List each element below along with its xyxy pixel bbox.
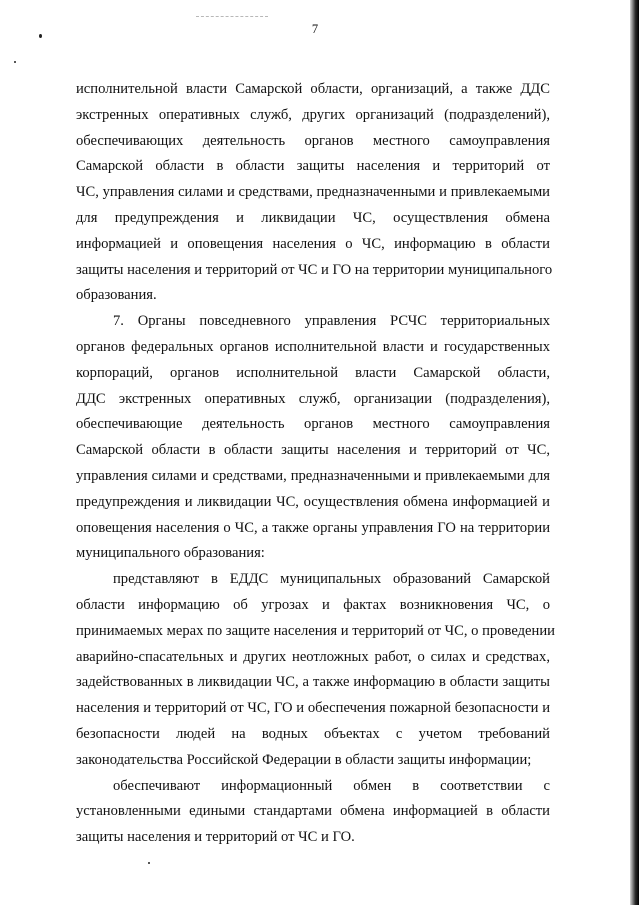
scan-speck [148, 862, 150, 864]
text-line: муниципального образования: [76, 545, 265, 562]
text-line: 7. Органы повседневного управления РСЧС территориальных [113, 313, 550, 330]
text-line: населения и территорий от ЧС, ГО и обеспечения пожарной безопасности и [76, 700, 550, 717]
text-line: ЧС, управления силами и средствами, предназначенными и привлекаемыми [76, 184, 550, 201]
text-line: принимаемых мерах по защите населения и территорий от ЧС, о проведении [76, 622, 555, 639]
text-line: образования. [76, 287, 157, 304]
text-line: для предупреждения и ликвидации ЧС, осуществления обмена [76, 209, 550, 226]
text-line: области информацию об угрозах и фактах возникновения ЧС, о [76, 596, 550, 613]
text-line: обеспечивающие деятельность органов местного самоуправления [76, 416, 550, 433]
scan-speck [14, 61, 16, 63]
text-line: безопасности людей на водных объектах с учетом требований [76, 725, 550, 742]
text-line: установленными едиными стандартами обмена информацией в области [76, 803, 550, 820]
text-line: корпораций, органов исполнительной власти Самарской области, [76, 364, 550, 381]
text-line: обеспечивающих деятельность органов местного самоуправления [76, 132, 550, 149]
text-line: исполнительной власти Самарской области, организаций, а также ДДС [76, 81, 550, 97]
text-line: управления силами и средствами, предназначенными и привлекаемыми для [76, 467, 550, 484]
text-line: обеспечивают информационный обмен в соответствии с [113, 777, 550, 794]
text-line: аварийно-спасательных и других неотложных работ, о силах и средствах, [76, 648, 550, 665]
text-line: информацией и оповещения населения о ЧС, информацию в области [76, 235, 550, 252]
text-line: ДДС экстренных оперативных служб, организации (подразделения), [76, 390, 550, 407]
text-line: предупреждения и ликвидации ЧС, осуществления обмена информацией и [76, 493, 550, 510]
text-line: представляют в ЕДДС муниципальных образований Самарской [113, 571, 550, 588]
scan-page-edge [630, 0, 639, 905]
text-line: оповещения населения о ЧС, а также органы управления ГО на территории [76, 519, 550, 536]
text-line: защиты населения и территорий от ЧС и ГО. [76, 829, 355, 846]
text-line: органов федеральных органов исполнительной власти и государственных [76, 338, 550, 355]
text-line: Самарской области в области защиты населения и территорий от ЧС, [76, 442, 550, 459]
text-line: защиты населения и территорий от ЧС и ГО на территории муниципального [76, 261, 553, 278]
text-line: Самарской области в области защиты населения и территорий от [76, 158, 550, 175]
text-line: законодательства Российской Федерации в области защиты информации; [76, 751, 532, 768]
text-line: экстренных оперативных служб, других организаций (подразделений), [76, 106, 550, 123]
page-number: 7 [311, 22, 319, 36]
scan-artifact-top [196, 16, 268, 19]
text-line: задействованных в ликвидации ЧС, а также информацию в области защиты [76, 674, 550, 691]
document-body-text [76, 77, 555, 851]
